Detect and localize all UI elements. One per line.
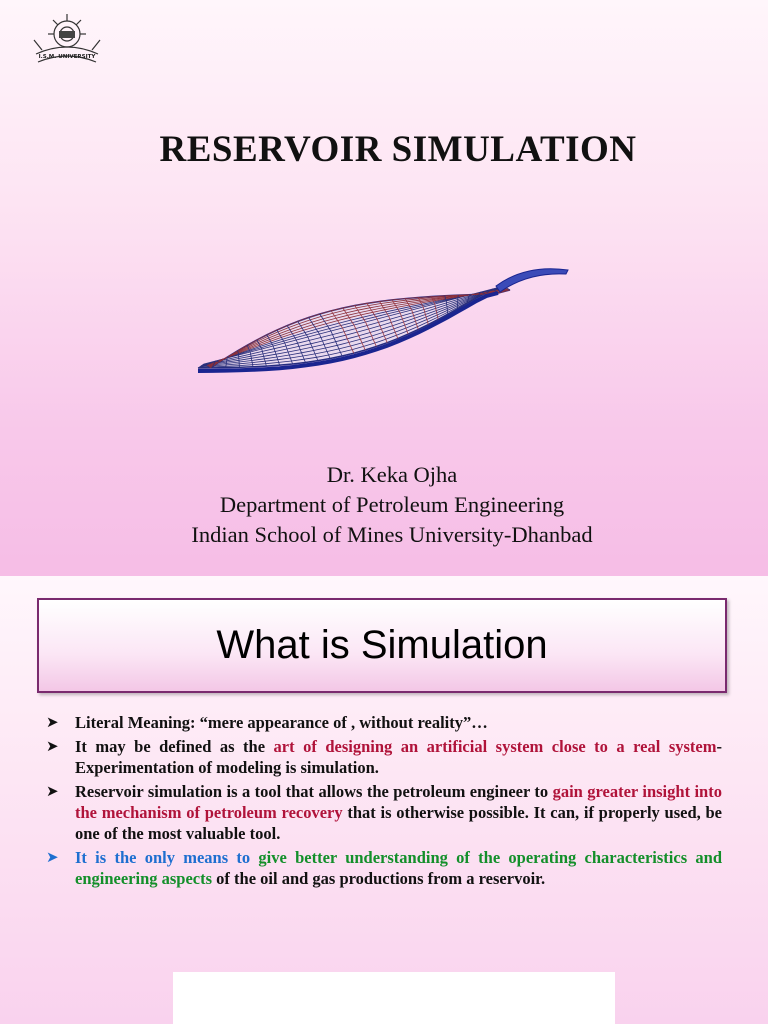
- logo-text: I.S.M. UNIVERSITY: [38, 54, 96, 60]
- bullet-literal-meaning: [44, 712, 722, 733]
- bullet-text: that is otherwise possible. It can, if properly used, be one of the most valuable tool.: [75, 803, 722, 843]
- bullet-text: Literal Meaning: “mere appearance of , without reality”…: [75, 713, 488, 732]
- bullet-definition: [44, 736, 722, 778]
- bullet-reservoir-tool: [44, 781, 722, 844]
- highlight-text: art of designing an artificial system close to a real system: [273, 737, 717, 756]
- reservoir-grid-mesh: [196, 242, 572, 376]
- author-name: Dr. Keka Ojha: [326, 462, 458, 487]
- bullet-only-means: [44, 847, 722, 889]
- bullet-text: It may be defined as the: [75, 737, 274, 756]
- title-box: [37, 598, 727, 693]
- arrow-bullet-icon: ➤: [46, 848, 59, 866]
- slide-title: RESERVOIR SIMULATION: [159, 129, 637, 170]
- arrow-bullet-icon: ➤: [46, 782, 59, 800]
- blank-panel: [173, 972, 615, 1024]
- highlight-text: give better understanding of the operating characteristics and engineering aspects: [75, 848, 722, 888]
- university-logo: [28, 10, 106, 70]
- author-block: [0, 460, 768, 550]
- highlight-text: gain greater insight into the mechanism of petroleum recovery: [75, 782, 722, 822]
- department-name: Department of Petroleum Engineering: [219, 492, 565, 517]
- arrow-bullet-icon: ➤: [46, 737, 59, 755]
- arrow-bullet-icon: ➤: [46, 713, 59, 731]
- content-slide: [0, 576, 768, 1024]
- bullet-text: - Experimentation of modeling is simulation.: [75, 737, 722, 777]
- bullet-list: [44, 712, 722, 892]
- bullet-text: of the oil and gas productions from a reservoir.: [212, 869, 546, 888]
- slide-heading: What is Simulation: [216, 623, 548, 667]
- bullet-text: Reservoir simulation is a tool that allows the petroleum engineer to: [75, 782, 553, 801]
- highlight-text: It is the only means to: [75, 848, 259, 867]
- institute-name: Indian School of Mines University-Dhanbad: [191, 522, 593, 547]
